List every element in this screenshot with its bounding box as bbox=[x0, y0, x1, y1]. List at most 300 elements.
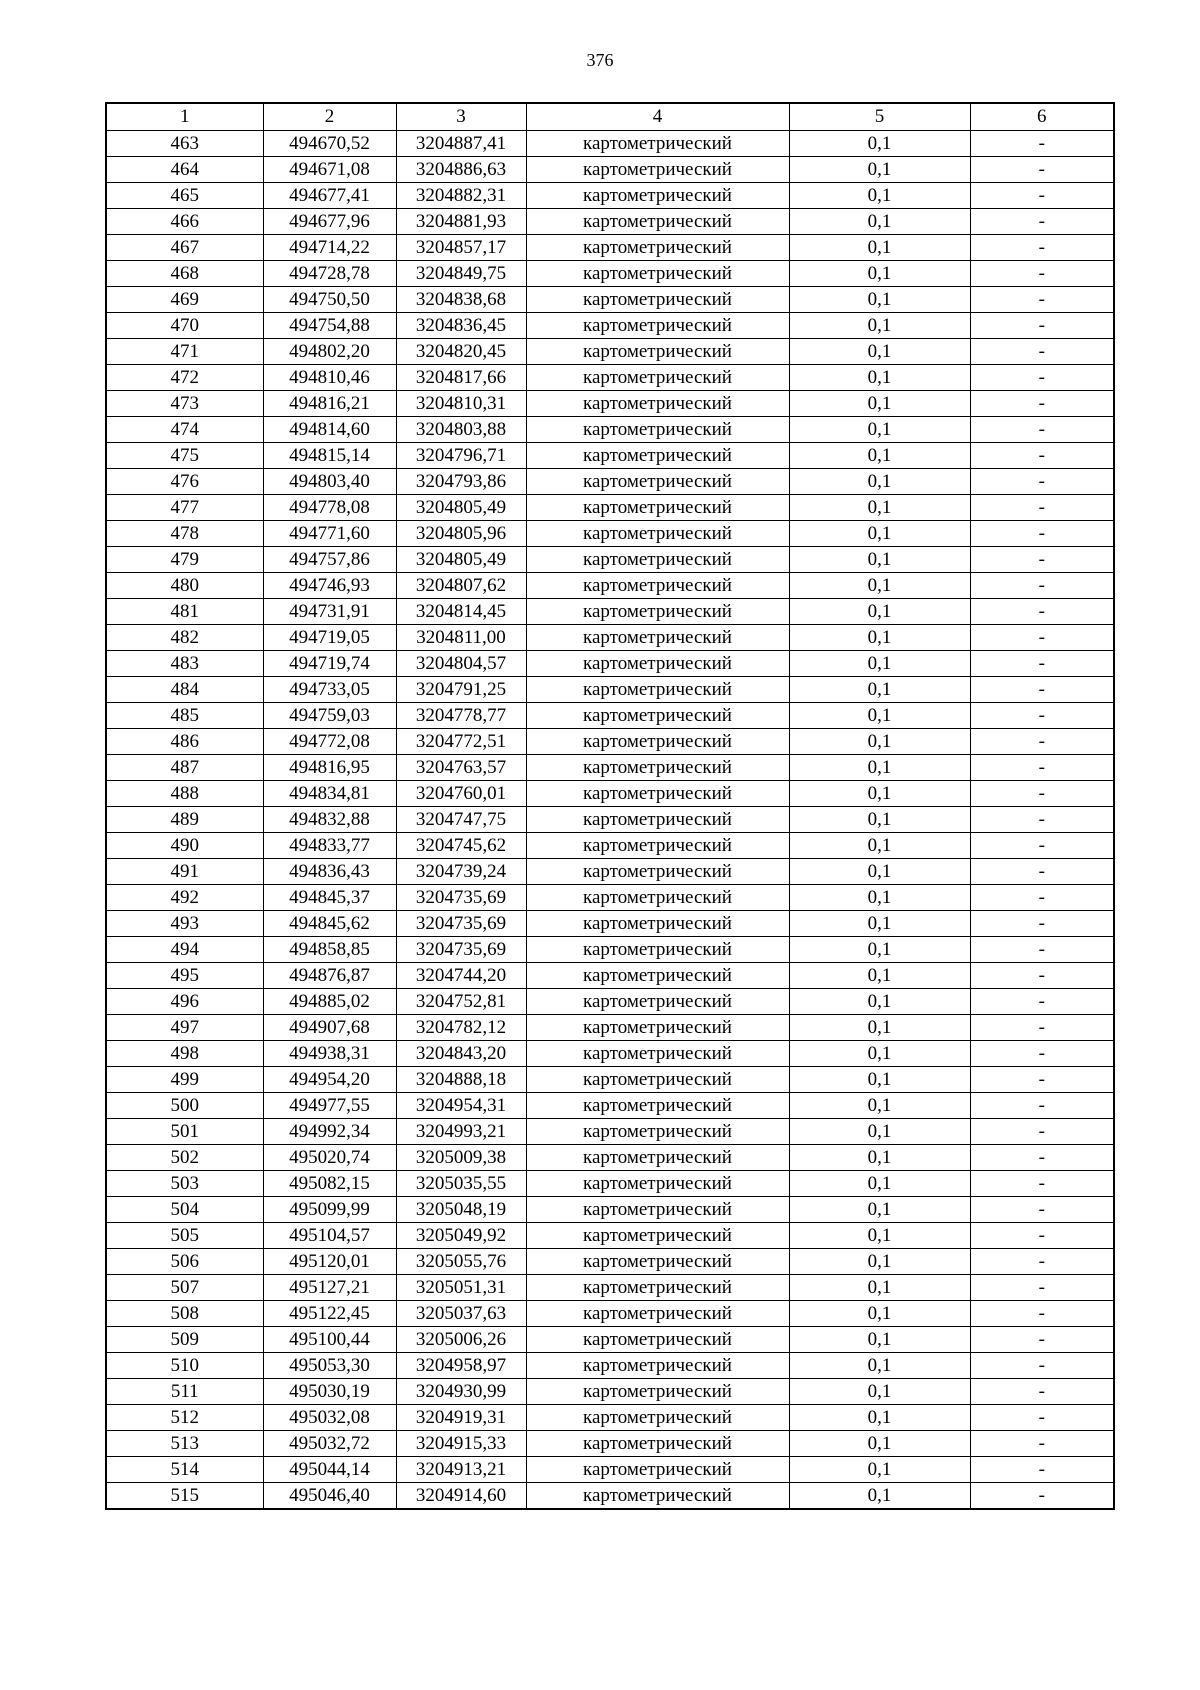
y-coordinate-cell: 3204857,17 bbox=[396, 235, 526, 261]
accuracy-cell: 0,1 bbox=[789, 1145, 970, 1171]
x-coordinate-cell: 494771,60 bbox=[263, 521, 396, 547]
table-row bbox=[106, 1119, 1114, 1145]
page-number: 376 bbox=[586, 50, 614, 70]
accuracy-cell: 0,1 bbox=[789, 1353, 970, 1379]
column-header-3: 3 bbox=[396, 103, 526, 131]
point-number-cell: 510 bbox=[106, 1353, 263, 1379]
table-row bbox=[106, 1275, 1114, 1301]
y-coordinate-cell: 3204810,31 bbox=[396, 391, 526, 417]
x-coordinate-cell: 494876,87 bbox=[263, 963, 396, 989]
point-number-cell: 515 bbox=[106, 1483, 263, 1510]
y-coordinate-cell: 3204886,63 bbox=[396, 157, 526, 183]
accuracy-cell: 0,1 bbox=[789, 547, 970, 573]
method-cell: картометрический bbox=[526, 521, 789, 547]
point-number-cell: 496 bbox=[106, 989, 263, 1015]
note-cell: - bbox=[970, 625, 1114, 651]
method-cell: картометрический bbox=[526, 339, 789, 365]
point-number-cell: 499 bbox=[106, 1067, 263, 1093]
method-cell: картометрический bbox=[526, 781, 789, 807]
x-coordinate-cell: 495082,15 bbox=[263, 1171, 396, 1197]
x-coordinate-cell: 495100,44 bbox=[263, 1327, 396, 1353]
x-coordinate-cell: 494719,74 bbox=[263, 651, 396, 677]
coordinates-table bbox=[105, 102, 1115, 1510]
x-coordinate-cell: 494670,52 bbox=[263, 131, 396, 157]
note-cell: - bbox=[970, 287, 1114, 313]
y-coordinate-cell: 3204882,31 bbox=[396, 183, 526, 209]
table-row bbox=[106, 365, 1114, 391]
table-row bbox=[106, 859, 1114, 885]
table-row bbox=[106, 391, 1114, 417]
accuracy-cell: 0,1 bbox=[789, 599, 970, 625]
point-number-cell: 497 bbox=[106, 1015, 263, 1041]
point-number-cell: 473 bbox=[106, 391, 263, 417]
accuracy-cell: 0,1 bbox=[789, 963, 970, 989]
note-cell: - bbox=[970, 417, 1114, 443]
y-coordinate-cell: 3204811,00 bbox=[396, 625, 526, 651]
y-coordinate-cell: 3204919,31 bbox=[396, 1405, 526, 1431]
table-row bbox=[106, 1223, 1114, 1249]
column-header-2: 2 bbox=[263, 103, 396, 131]
y-coordinate-cell: 3204836,45 bbox=[396, 313, 526, 339]
accuracy-cell: 0,1 bbox=[789, 1431, 970, 1457]
accuracy-cell: 0,1 bbox=[789, 625, 970, 651]
table-row bbox=[106, 781, 1114, 807]
note-cell: - bbox=[970, 1353, 1114, 1379]
table-row bbox=[106, 573, 1114, 599]
x-coordinate-cell: 495032,08 bbox=[263, 1405, 396, 1431]
point-number-cell: 498 bbox=[106, 1041, 263, 1067]
y-coordinate-cell: 3205009,38 bbox=[396, 1145, 526, 1171]
table-row bbox=[106, 235, 1114, 261]
method-cell: картометрический bbox=[526, 1249, 789, 1275]
note-cell: - bbox=[970, 937, 1114, 963]
table-row bbox=[106, 807, 1114, 833]
x-coordinate-cell: 494836,43 bbox=[263, 859, 396, 885]
x-coordinate-cell: 494938,31 bbox=[263, 1041, 396, 1067]
table-row bbox=[106, 1041, 1114, 1067]
accuracy-cell: 0,1 bbox=[789, 131, 970, 157]
x-coordinate-cell: 494772,08 bbox=[263, 729, 396, 755]
point-number-cell: 487 bbox=[106, 755, 263, 781]
note-cell: - bbox=[970, 495, 1114, 521]
y-coordinate-cell: 3205035,55 bbox=[396, 1171, 526, 1197]
y-coordinate-cell: 3204745,62 bbox=[396, 833, 526, 859]
method-cell: картометрический bbox=[526, 1483, 789, 1510]
note-cell: - bbox=[970, 963, 1114, 989]
note-cell: - bbox=[970, 131, 1114, 157]
method-cell: картометрический bbox=[526, 235, 789, 261]
note-cell: - bbox=[970, 1301, 1114, 1327]
method-cell: картометрический bbox=[526, 937, 789, 963]
x-coordinate-cell: 494977,55 bbox=[263, 1093, 396, 1119]
y-coordinate-cell: 3204782,12 bbox=[396, 1015, 526, 1041]
note-cell: - bbox=[970, 599, 1114, 625]
point-number-cell: 477 bbox=[106, 495, 263, 521]
column-header-1: 1 bbox=[106, 103, 263, 131]
accuracy-cell: 0,1 bbox=[789, 703, 970, 729]
accuracy-cell: 0,1 bbox=[789, 339, 970, 365]
table-row bbox=[106, 417, 1114, 443]
point-number-cell: 469 bbox=[106, 287, 263, 313]
table-row bbox=[106, 157, 1114, 183]
x-coordinate-cell: 494816,21 bbox=[263, 391, 396, 417]
y-coordinate-cell: 3204744,20 bbox=[396, 963, 526, 989]
y-coordinate-cell: 3205006,26 bbox=[396, 1327, 526, 1353]
note-cell: - bbox=[970, 1405, 1114, 1431]
y-coordinate-cell: 3205051,31 bbox=[396, 1275, 526, 1301]
point-number-cell: 472 bbox=[106, 365, 263, 391]
x-coordinate-cell: 494728,78 bbox=[263, 261, 396, 287]
x-coordinate-cell: 494759,03 bbox=[263, 703, 396, 729]
y-coordinate-cell: 3204803,88 bbox=[396, 417, 526, 443]
y-coordinate-cell: 3204820,45 bbox=[396, 339, 526, 365]
point-number-cell: 484 bbox=[106, 677, 263, 703]
x-coordinate-cell: 494832,88 bbox=[263, 807, 396, 833]
note-cell: - bbox=[970, 885, 1114, 911]
y-coordinate-cell: 3204817,66 bbox=[396, 365, 526, 391]
accuracy-cell: 0,1 bbox=[789, 1301, 970, 1327]
note-cell: - bbox=[970, 911, 1114, 937]
point-number-cell: 479 bbox=[106, 547, 263, 573]
note-cell: - bbox=[970, 1067, 1114, 1093]
note-cell: - bbox=[970, 833, 1114, 859]
point-number-cell: 514 bbox=[106, 1457, 263, 1483]
table-row bbox=[106, 833, 1114, 859]
header-row bbox=[106, 103, 1114, 131]
y-coordinate-cell: 3204735,69 bbox=[396, 885, 526, 911]
point-number-cell: 493 bbox=[106, 911, 263, 937]
table-row bbox=[106, 495, 1114, 521]
accuracy-cell: 0,1 bbox=[789, 183, 970, 209]
accuracy-cell: 0,1 bbox=[789, 1249, 970, 1275]
method-cell: картометрический bbox=[526, 833, 789, 859]
note-cell: - bbox=[970, 807, 1114, 833]
y-coordinate-cell: 3204838,68 bbox=[396, 287, 526, 313]
accuracy-cell: 0,1 bbox=[789, 1119, 970, 1145]
accuracy-cell: 0,1 bbox=[789, 235, 970, 261]
accuracy-cell: 0,1 bbox=[789, 677, 970, 703]
table-row bbox=[106, 547, 1114, 573]
method-cell: картометрический bbox=[526, 1041, 789, 1067]
y-coordinate-cell: 3204914,60 bbox=[396, 1483, 526, 1510]
table-row bbox=[106, 1457, 1114, 1483]
table-row bbox=[106, 521, 1114, 547]
point-number-cell: 464 bbox=[106, 157, 263, 183]
x-coordinate-cell: 494833,77 bbox=[263, 833, 396, 859]
x-coordinate-cell: 494814,60 bbox=[263, 417, 396, 443]
table-row bbox=[106, 1483, 1114, 1510]
note-cell: - bbox=[970, 859, 1114, 885]
method-cell: картометрический bbox=[526, 1171, 789, 1197]
accuracy-cell: 0,1 bbox=[789, 521, 970, 547]
accuracy-cell: 0,1 bbox=[789, 417, 970, 443]
x-coordinate-cell: 494719,05 bbox=[263, 625, 396, 651]
table-body bbox=[106, 131, 1114, 1510]
y-coordinate-cell: 3205037,63 bbox=[396, 1301, 526, 1327]
y-coordinate-cell: 3204791,25 bbox=[396, 677, 526, 703]
method-cell: картометрический bbox=[526, 1405, 789, 1431]
method-cell: картометрический bbox=[526, 885, 789, 911]
y-coordinate-cell: 3204778,77 bbox=[396, 703, 526, 729]
table-row bbox=[106, 937, 1114, 963]
note-cell: - bbox=[970, 989, 1114, 1015]
method-cell: картометрический bbox=[526, 703, 789, 729]
method-cell: картометрический bbox=[526, 157, 789, 183]
y-coordinate-cell: 3204881,93 bbox=[396, 209, 526, 235]
method-cell: картометрический bbox=[526, 1067, 789, 1093]
table-row bbox=[106, 1353, 1114, 1379]
table-row bbox=[106, 261, 1114, 287]
y-coordinate-cell: 3204735,69 bbox=[396, 937, 526, 963]
table-row bbox=[106, 651, 1114, 677]
accuracy-cell: 0,1 bbox=[789, 859, 970, 885]
x-coordinate-cell: 494750,50 bbox=[263, 287, 396, 313]
method-cell: картометрический bbox=[526, 183, 789, 209]
x-coordinate-cell: 494778,08 bbox=[263, 495, 396, 521]
accuracy-cell: 0,1 bbox=[789, 391, 970, 417]
note-cell: - bbox=[970, 651, 1114, 677]
method-cell: картометрический bbox=[526, 651, 789, 677]
point-number-cell: 474 bbox=[106, 417, 263, 443]
method-cell: картометрический bbox=[526, 1379, 789, 1405]
accuracy-cell: 0,1 bbox=[789, 989, 970, 1015]
accuracy-cell: 0,1 bbox=[789, 807, 970, 833]
point-number-cell: 509 bbox=[106, 1327, 263, 1353]
table-row bbox=[106, 755, 1114, 781]
note-cell: - bbox=[970, 1275, 1114, 1301]
point-number-cell: 505 bbox=[106, 1223, 263, 1249]
method-cell: картометрический bbox=[526, 1015, 789, 1041]
method-cell: картометрический bbox=[526, 1275, 789, 1301]
point-number-cell: 508 bbox=[106, 1301, 263, 1327]
column-header-4: 4 bbox=[526, 103, 789, 131]
x-coordinate-cell: 495032,72 bbox=[263, 1431, 396, 1457]
note-cell: - bbox=[970, 521, 1114, 547]
x-coordinate-cell: 494746,93 bbox=[263, 573, 396, 599]
point-number-cell: 463 bbox=[106, 131, 263, 157]
table-row bbox=[106, 599, 1114, 625]
x-coordinate-cell: 495099,99 bbox=[263, 1197, 396, 1223]
y-coordinate-cell: 3204913,21 bbox=[396, 1457, 526, 1483]
method-cell: картометрический bbox=[526, 131, 789, 157]
x-coordinate-cell: 495030,19 bbox=[263, 1379, 396, 1405]
point-number-cell: 511 bbox=[106, 1379, 263, 1405]
note-cell: - bbox=[970, 755, 1114, 781]
note-cell: - bbox=[970, 365, 1114, 391]
y-coordinate-cell: 3204772,51 bbox=[396, 729, 526, 755]
method-cell: картометрический bbox=[526, 1327, 789, 1353]
point-number-cell: 488 bbox=[106, 781, 263, 807]
accuracy-cell: 0,1 bbox=[789, 937, 970, 963]
note-cell: - bbox=[970, 1119, 1114, 1145]
accuracy-cell: 0,1 bbox=[789, 651, 970, 677]
point-number-cell: 503 bbox=[106, 1171, 263, 1197]
y-coordinate-cell: 3205055,76 bbox=[396, 1249, 526, 1275]
column-header-5: 5 bbox=[789, 103, 970, 131]
point-number-cell: 471 bbox=[106, 339, 263, 365]
y-coordinate-cell: 3204954,31 bbox=[396, 1093, 526, 1119]
method-cell: картометрический bbox=[526, 209, 789, 235]
x-coordinate-cell: 494992,34 bbox=[263, 1119, 396, 1145]
column-header-6: 6 bbox=[970, 103, 1114, 131]
method-cell: картометрический bbox=[526, 807, 789, 833]
x-coordinate-cell: 494845,37 bbox=[263, 885, 396, 911]
table-row bbox=[106, 625, 1114, 651]
note-cell: - bbox=[970, 547, 1114, 573]
y-coordinate-cell: 3204752,81 bbox=[396, 989, 526, 1015]
x-coordinate-cell: 494907,68 bbox=[263, 1015, 396, 1041]
x-coordinate-cell: 494803,40 bbox=[263, 469, 396, 495]
y-coordinate-cell: 3204805,49 bbox=[396, 547, 526, 573]
x-coordinate-cell: 494815,14 bbox=[263, 443, 396, 469]
method-cell: картометрический bbox=[526, 365, 789, 391]
accuracy-cell: 0,1 bbox=[789, 313, 970, 339]
table-row bbox=[106, 1405, 1114, 1431]
note-cell: - bbox=[970, 1483, 1114, 1510]
accuracy-cell: 0,1 bbox=[789, 1379, 970, 1405]
y-coordinate-cell: 3204763,57 bbox=[396, 755, 526, 781]
method-cell: картометрический bbox=[526, 1457, 789, 1483]
method-cell: картометрический bbox=[526, 1301, 789, 1327]
accuracy-cell: 0,1 bbox=[789, 1483, 970, 1510]
note-cell: - bbox=[970, 1041, 1114, 1067]
accuracy-cell: 0,1 bbox=[789, 1171, 970, 1197]
point-number-cell: 492 bbox=[106, 885, 263, 911]
x-coordinate-cell: 495122,45 bbox=[263, 1301, 396, 1327]
method-cell: картометрический bbox=[526, 495, 789, 521]
table-row bbox=[106, 1431, 1114, 1457]
note-cell: - bbox=[970, 235, 1114, 261]
method-cell: картометрический bbox=[526, 313, 789, 339]
y-coordinate-cell: 3204888,18 bbox=[396, 1067, 526, 1093]
note-cell: - bbox=[970, 781, 1114, 807]
accuracy-cell: 0,1 bbox=[789, 1197, 970, 1223]
accuracy-cell: 0,1 bbox=[789, 443, 970, 469]
x-coordinate-cell: 494677,41 bbox=[263, 183, 396, 209]
point-number-cell: 513 bbox=[106, 1431, 263, 1457]
accuracy-cell: 0,1 bbox=[789, 1093, 970, 1119]
point-number-cell: 507 bbox=[106, 1275, 263, 1301]
method-cell: картометрический bbox=[526, 287, 789, 313]
method-cell: картометрический bbox=[526, 417, 789, 443]
x-coordinate-cell: 494954,20 bbox=[263, 1067, 396, 1093]
accuracy-cell: 0,1 bbox=[789, 573, 970, 599]
accuracy-cell: 0,1 bbox=[789, 885, 970, 911]
method-cell: картометрический bbox=[526, 599, 789, 625]
point-number-cell: 483 bbox=[106, 651, 263, 677]
point-number-cell: 468 bbox=[106, 261, 263, 287]
accuracy-cell: 0,1 bbox=[789, 911, 970, 937]
accuracy-cell: 0,1 bbox=[789, 469, 970, 495]
table-row bbox=[106, 1015, 1114, 1041]
table-row bbox=[106, 183, 1114, 209]
point-number-cell: 494 bbox=[106, 937, 263, 963]
x-coordinate-cell: 494834,81 bbox=[263, 781, 396, 807]
x-coordinate-cell: 494810,46 bbox=[263, 365, 396, 391]
note-cell: - bbox=[970, 391, 1114, 417]
accuracy-cell: 0,1 bbox=[789, 157, 970, 183]
x-coordinate-cell: 494677,96 bbox=[263, 209, 396, 235]
table-row bbox=[106, 443, 1114, 469]
point-number-cell: 504 bbox=[106, 1197, 263, 1223]
table-row bbox=[106, 131, 1114, 157]
method-cell: картометрический bbox=[526, 1197, 789, 1223]
method-cell: картометрический bbox=[526, 547, 789, 573]
point-number-cell: 485 bbox=[106, 703, 263, 729]
y-coordinate-cell: 3204887,41 bbox=[396, 131, 526, 157]
accuracy-cell: 0,1 bbox=[789, 1223, 970, 1249]
table-row bbox=[106, 339, 1114, 365]
method-cell: картометрический bbox=[526, 1119, 789, 1145]
y-coordinate-cell: 3205048,19 bbox=[396, 1197, 526, 1223]
accuracy-cell: 0,1 bbox=[789, 495, 970, 521]
accuracy-cell: 0,1 bbox=[789, 833, 970, 859]
y-coordinate-cell: 3204849,75 bbox=[396, 261, 526, 287]
method-cell: картометрический bbox=[526, 391, 789, 417]
y-coordinate-cell: 3204735,69 bbox=[396, 911, 526, 937]
note-cell: - bbox=[970, 1197, 1114, 1223]
point-number-cell: 478 bbox=[106, 521, 263, 547]
note-cell: - bbox=[970, 209, 1114, 235]
note-cell: - bbox=[970, 1431, 1114, 1457]
note-cell: - bbox=[970, 1145, 1114, 1171]
x-coordinate-cell: 494858,85 bbox=[263, 937, 396, 963]
point-number-cell: 480 bbox=[106, 573, 263, 599]
note-cell: - bbox=[970, 1327, 1114, 1353]
accuracy-cell: 0,1 bbox=[789, 365, 970, 391]
table-row bbox=[106, 1067, 1114, 1093]
method-cell: картометрический bbox=[526, 1145, 789, 1171]
table-row bbox=[106, 1301, 1114, 1327]
note-cell: - bbox=[970, 1015, 1114, 1041]
point-number-cell: 467 bbox=[106, 235, 263, 261]
point-number-cell: 490 bbox=[106, 833, 263, 859]
method-cell: картометрический bbox=[526, 625, 789, 651]
y-coordinate-cell: 3204739,24 bbox=[396, 859, 526, 885]
point-number-cell: 475 bbox=[106, 443, 263, 469]
y-coordinate-cell: 3204843,20 bbox=[396, 1041, 526, 1067]
note-cell: - bbox=[970, 1249, 1114, 1275]
x-coordinate-cell: 494731,91 bbox=[263, 599, 396, 625]
point-number-cell: 470 bbox=[106, 313, 263, 339]
y-coordinate-cell: 3204804,57 bbox=[396, 651, 526, 677]
x-coordinate-cell: 494816,95 bbox=[263, 755, 396, 781]
y-coordinate-cell: 3204915,33 bbox=[396, 1431, 526, 1457]
note-cell: - bbox=[970, 1171, 1114, 1197]
method-cell: картометрический bbox=[526, 1431, 789, 1457]
point-number-cell: 491 bbox=[106, 859, 263, 885]
note-cell: - bbox=[970, 443, 1114, 469]
note-cell: - bbox=[970, 313, 1114, 339]
note-cell: - bbox=[970, 729, 1114, 755]
note-cell: - bbox=[970, 469, 1114, 495]
accuracy-cell: 0,1 bbox=[789, 1067, 970, 1093]
note-cell: - bbox=[970, 1093, 1114, 1119]
table-row bbox=[106, 729, 1114, 755]
accuracy-cell: 0,1 bbox=[789, 287, 970, 313]
point-number-cell: 512 bbox=[106, 1405, 263, 1431]
x-coordinate-cell: 494733,05 bbox=[263, 677, 396, 703]
y-coordinate-cell: 3204807,62 bbox=[396, 573, 526, 599]
table-row bbox=[106, 1093, 1114, 1119]
x-coordinate-cell: 495104,57 bbox=[263, 1223, 396, 1249]
y-coordinate-cell: 3204930,99 bbox=[396, 1379, 526, 1405]
y-coordinate-cell: 3205049,92 bbox=[396, 1223, 526, 1249]
method-cell: картометрический bbox=[526, 963, 789, 989]
accuracy-cell: 0,1 bbox=[789, 755, 970, 781]
method-cell: картометрический bbox=[526, 677, 789, 703]
table-row bbox=[106, 989, 1114, 1015]
